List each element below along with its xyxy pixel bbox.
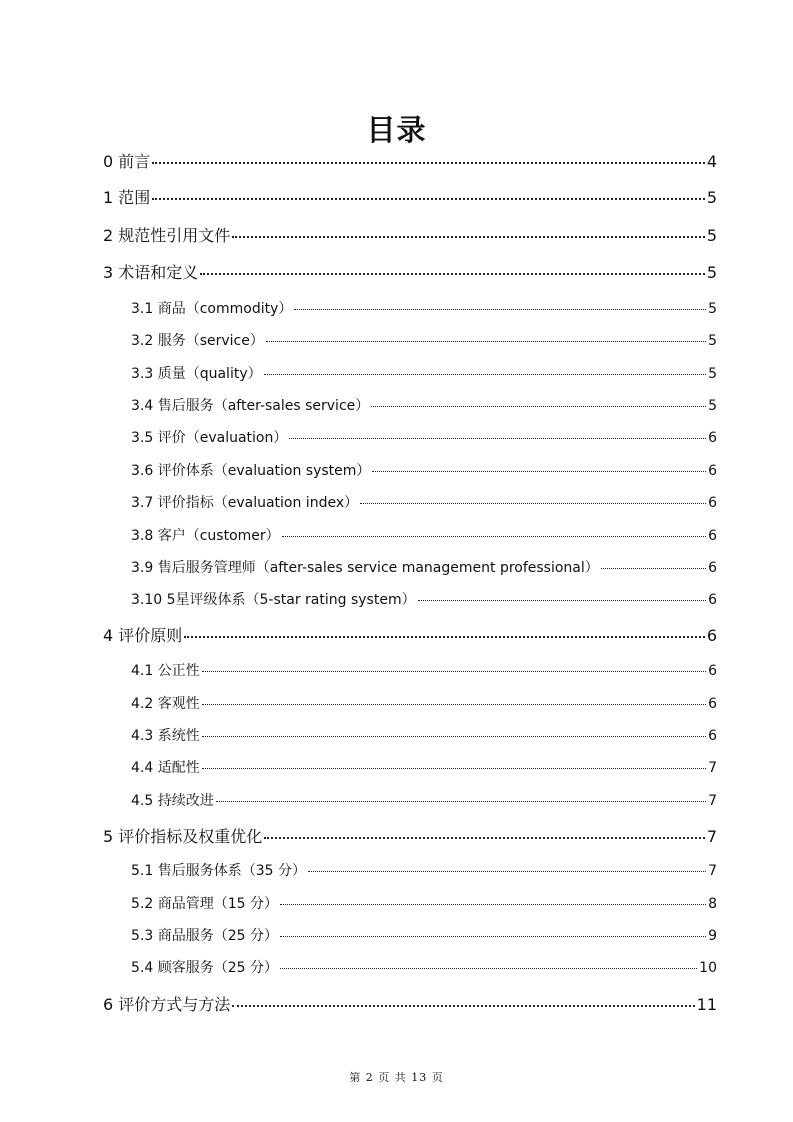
- toc-entry[interactable]: [131, 428, 717, 448]
- toc-leader-dots: [418, 600, 706, 601]
- toc-entry-page: 7: [708, 863, 717, 879]
- toc-entry-label: 3.7 评价指标（evaluation index）: [131, 495, 359, 511]
- toc-entry[interactable]: [131, 299, 717, 319]
- toc-entry-label: 3.3 质量（quality）: [131, 366, 262, 382]
- toc-entry[interactable]: [103, 187, 717, 209]
- toc-entry-page: 5: [708, 398, 717, 414]
- toc-entry[interactable]: [131, 958, 717, 978]
- toc-entry-page: 4: [706, 152, 717, 171]
- toc-entry[interactable]: [103, 262, 717, 284]
- toc-entry[interactable]: [131, 926, 717, 946]
- toc-entry-label: 5.4 顾客服务（25 分）: [131, 960, 278, 976]
- toc-entry-page: 5: [706, 226, 717, 245]
- toc-entry[interactable]: [103, 625, 717, 647]
- toc-leader-dots: [232, 1005, 694, 1007]
- toc-entry[interactable]: [131, 726, 717, 746]
- toc-entry-label: 3.10 5星评级体系（5-star rating system）: [131, 592, 416, 608]
- toc-leader-dots: [282, 536, 706, 537]
- toc-entry-label: 5.2 商品管理（15 分）: [131, 896, 278, 912]
- toc-entry[interactable]: [131, 364, 717, 384]
- toc-leader-dots: [280, 936, 706, 937]
- toc-entry-page: 10: [699, 960, 717, 976]
- toc-entry-label: 3.2 服务（service）: [131, 333, 264, 349]
- toc-entry-label: 0 前言: [103, 152, 151, 171]
- toc-entry-page: 5: [708, 333, 717, 349]
- toc-entry[interactable]: [131, 331, 717, 351]
- toc-leader-dots: [280, 904, 706, 905]
- toc-leader-dots: [216, 801, 706, 802]
- toc-leader-dots: [264, 837, 705, 839]
- toc-entry-label: 4.1 公正性: [131, 663, 200, 679]
- toc-leader-dots: [372, 471, 706, 472]
- toc-leader-dots: [264, 374, 706, 375]
- toc-entry-label: 3.8 客户（customer）: [131, 528, 280, 544]
- toc-entry-page: 7: [708, 760, 717, 776]
- toc-entry-label: 3.5 评价（evaluation）: [131, 430, 288, 446]
- page-footer: 第 2 页 共 13 页: [349, 1071, 444, 1084]
- toc-entry-page: 5: [706, 188, 717, 207]
- toc-entry-page: 6: [708, 430, 717, 446]
- toc-entry-label: 6 评价方式与方法: [103, 995, 231, 1014]
- toc-entry[interactable]: [103, 151, 717, 173]
- toc-entry[interactable]: [131, 558, 717, 578]
- toc-leader-dots: [202, 768, 706, 769]
- toc-entry[interactable]: [103, 994, 717, 1016]
- toc-entry-label: 4.5 持续改进: [131, 793, 214, 809]
- toc-entry-page: 6: [708, 592, 717, 608]
- toc-entry[interactable]: [131, 661, 717, 681]
- toc-entry-page: 5: [708, 301, 717, 317]
- toc-entry-label: 3 术语和定义: [103, 263, 199, 282]
- toc-entry-label: 4.2 客观性: [131, 696, 200, 712]
- toc-entry[interactable]: [103, 826, 717, 848]
- toc-entry-label: 1 范围: [103, 188, 151, 207]
- toc-leader-dots: [266, 341, 706, 342]
- toc-entry-page: 7: [706, 827, 717, 846]
- toc-leader-dots: [371, 406, 706, 407]
- toc-entry[interactable]: [131, 493, 717, 513]
- toc-entry-page: 6: [708, 728, 717, 744]
- toc-entry-page: 11: [696, 995, 717, 1014]
- toc-entry-label: 4.4 适配性: [131, 760, 200, 776]
- toc-leader-dots: [152, 198, 705, 200]
- toc-entry-label: 4 评价原则: [103, 626, 183, 645]
- toc-entry[interactable]: [131, 590, 717, 610]
- toc-entry-page: 6: [708, 696, 717, 712]
- toc-leader-dots: [294, 309, 706, 310]
- toc-entry[interactable]: [131, 396, 717, 416]
- toc-leader-dots: [232, 236, 705, 238]
- toc-entry-label: 4.3 系统性: [131, 728, 200, 744]
- page-title: 目录: [366, 113, 427, 147]
- toc-entry-label: 3.4 售后服务（after-sales service）: [131, 398, 370, 414]
- toc-entry-page: 6: [708, 663, 717, 679]
- toc-entry[interactable]: [131, 461, 717, 481]
- toc-entry-page: 9: [708, 928, 717, 944]
- toc-entry-label: 5.3 商品服务（25 分）: [131, 928, 278, 944]
- toc-entry-label: 3.9 售后服务管理师（after-sales service management professional）: [131, 560, 599, 576]
- toc-entry-page: 6: [708, 528, 717, 544]
- toc-entry-page: 5: [706, 263, 717, 282]
- toc-entry-label: 2 规范性引用文件: [103, 226, 231, 245]
- toc-entry-label: 3.6 评价体系（evaluation system）: [131, 463, 371, 479]
- toc-leader-dots: [200, 273, 705, 275]
- toc-leader-dots: [202, 736, 706, 737]
- toc-entry-label: 3.1 商品（commodity）: [131, 301, 293, 317]
- toc-leader-dots: [202, 704, 706, 705]
- toc-entry[interactable]: [103, 225, 717, 247]
- toc-entry-label: 5.1 售后服务体系（35 分）: [131, 863, 306, 879]
- toc-entry[interactable]: [131, 894, 717, 914]
- toc-entry-page: 8: [708, 896, 717, 912]
- toc-entry-page: 6: [708, 560, 717, 576]
- toc-entry[interactable]: [131, 758, 717, 778]
- toc-entry-page: 6: [708, 463, 717, 479]
- toc-entry[interactable]: [131, 694, 717, 714]
- toc-leader-dots: [308, 871, 706, 872]
- toc-entry-page: 6: [708, 495, 717, 511]
- toc-leader-dots: [202, 671, 706, 672]
- toc-leader-dots: [280, 968, 697, 969]
- toc-leader-dots: [289, 438, 706, 439]
- toc-entry[interactable]: [131, 526, 717, 546]
- toc-entry[interactable]: [131, 791, 717, 811]
- toc-entry-page: 6: [706, 626, 717, 645]
- toc-entry-page: 7: [708, 793, 717, 809]
- toc-leader-dots: [152, 162, 705, 164]
- toc-entry-page: 5: [708, 366, 717, 382]
- toc-leader-dots: [184, 636, 705, 638]
- toc-leader-dots: [360, 503, 706, 504]
- toc-entry-label: 5 评价指标及权重优化: [103, 827, 263, 846]
- toc-leader-dots: [601, 568, 706, 569]
- toc-entry[interactable]: [131, 861, 717, 881]
